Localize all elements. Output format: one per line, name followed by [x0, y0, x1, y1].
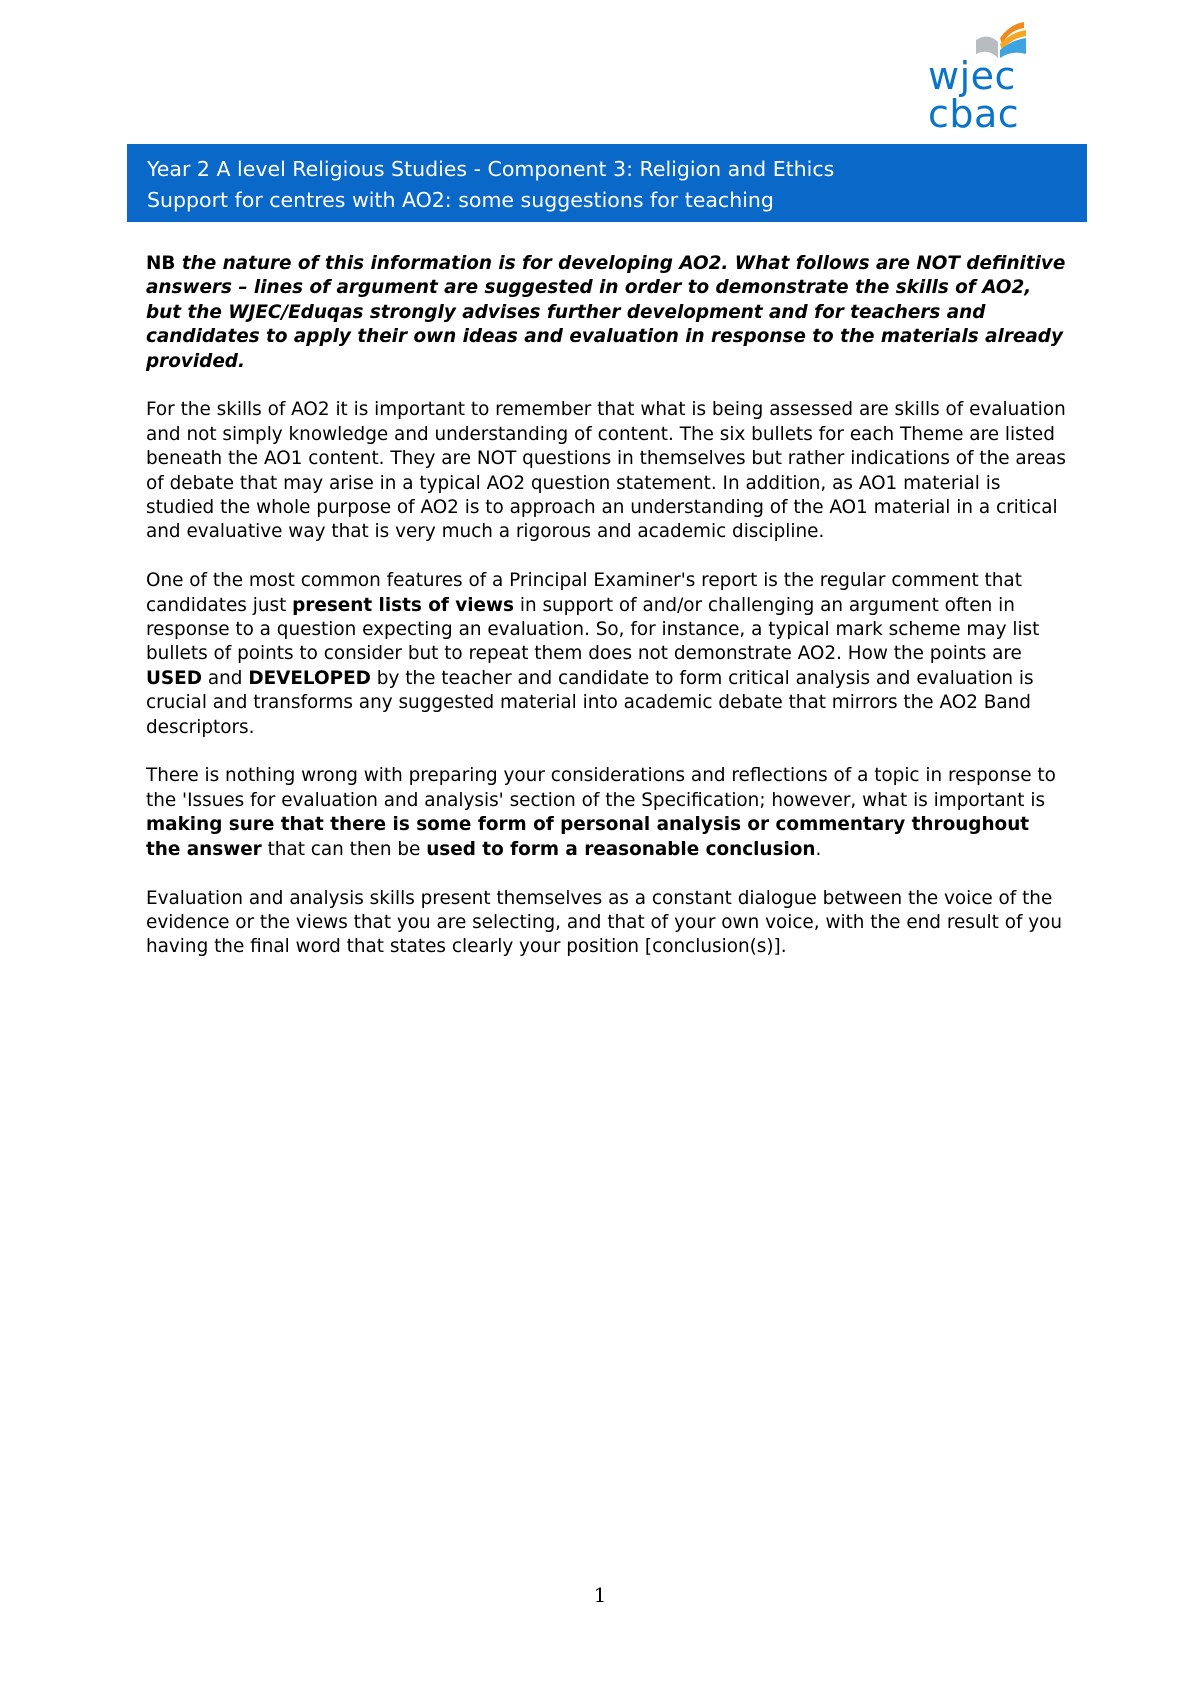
logo-wjec-text: wjec — [928, 54, 1016, 98]
wjec-cbac-logo — [928, 18, 1028, 136]
bold-used: USED — [146, 667, 203, 689]
bold-personal-analysis: making sure that there is some form of personal analysis or commentary throughout the answer — [146, 814, 1030, 860]
header-banner — [127, 144, 1087, 222]
paragraph-ao2-skills: For the skills of AO2 it is important to remember that what is being assessed are skills of evaluation and not simply knowledge and understanding of content. The six bullets for each Theme are listed beneath the AO1 content. They are NOT questions in themselves but rather indications of the areas of debate that may arise in a typical AO2 question statement. In addition, as AO1 material is studied the whole purpose of AO2 is to approach an understanding of the AO1 material in a critical and evaluative way that is very much a rigorous and academic discipline. — [146, 399, 1066, 543]
paragraph-evaluation-dialogue: Evaluation and analysis skills present themselves as a constant dialogue between the voice of the evidence or the views that you are selecting, and that of your own voice, with the end result of you having the final word that states clearly your position [conclusion(s)]. — [146, 887, 1063, 958]
logo-cbac-text: cbac — [928, 92, 1020, 136]
bold-present-lists: present lists of views — [292, 594, 514, 616]
nb-note — [146, 252, 1066, 374]
nb-prefix: NB — [146, 253, 176, 274]
page-number: 1 — [593, 1583, 607, 1607]
document-body — [146, 252, 1066, 984]
paragraph-preparing-considerations: There is nothing wrong with preparing your considerations and reflections of a topic in response to the 'Issues for evaluation and analysis' section of the Specification; however, what is important is making sure that there is some form of personal analysis or commentary throughout the answer that can then be used to form a reasonable conclusion. — [146, 765, 1056, 860]
nb-note-text: the nature of this information is for developing AO2. What follows are NOT definitive answers – lines of argument are suggested in order to demonstrate the skills of AO2, but the WJEC/Eduqas strongly advises further development and for teachers and candidates to apply their own ideas and evaluation in response to the materials already provided. — [146, 253, 1066, 372]
banner-subtitle: Support for centres with AO2: some suggestions for teaching — [147, 188, 774, 212]
bold-reasonable-conclusion: used to form a reasonable conclusion — [426, 838, 816, 860]
banner-title: Year 2 A level Religious Studies - Component 3: Religion and Ethics — [147, 157, 835, 181]
paragraph-examiner-report: One of the most common features of a Principal Examiner's report is the regular comment that candidates just present lists of views in support of and/or challenging an argument often in response to a question expecting an evaluation. So, for instance, a typical mark scheme may list bullets of points to consider but to repeat them does not demonstrate AO2. How the points are USED and DEVELOPED by the teacher and candidate to form critical analysis and evaluation is crucial and transforms any suggested material into academic debate that mirrors the AO2 Band descriptors. — [146, 570, 1040, 738]
bold-developed: DEVELOPED — [248, 667, 371, 689]
